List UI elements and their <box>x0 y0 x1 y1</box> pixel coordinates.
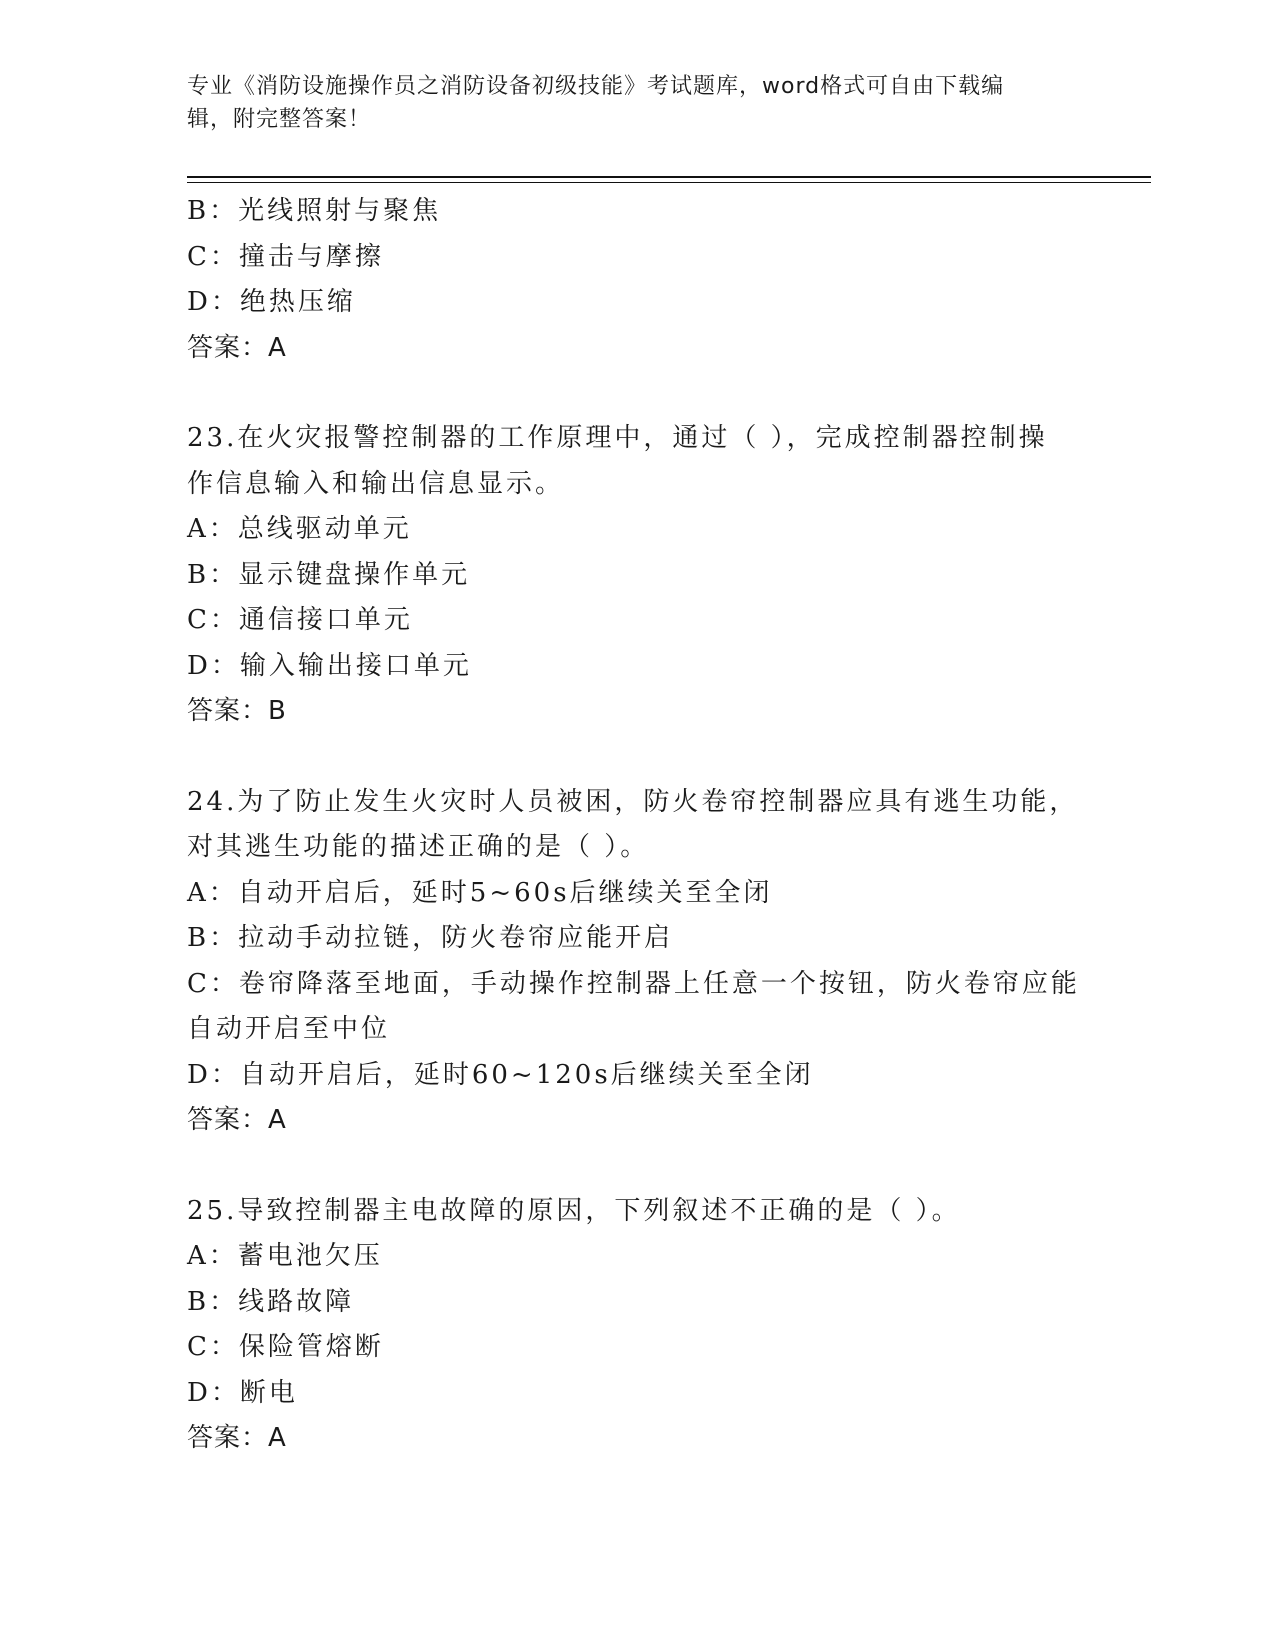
option-c: C：卷帘降落至地面，手动操作控制器上任意一个按钮，防火卷帘应能 <box>187 968 1080 999</box>
question-stem: 23.在火灾报警控制器的工作原理中，通过（ ），完成控制器控制操 <box>187 423 1048 453</box>
option-a: A：蓄电池欠压 <box>187 1241 383 1271</box>
question-23 <box>187 416 1077 735</box>
header-divider-thin <box>187 182 1151 183</box>
option-b: B：光线照射与聚焦 <box>187 196 442 226</box>
question-25 <box>187 1189 1077 1462</box>
option-d: D：自动开启后，延时60~120s后继续关至全闭 <box>187 1059 814 1090</box>
question-22-continued <box>187 189 1077 371</box>
option-c: C：通信接口单元 <box>187 605 413 635</box>
option-a: A：总线驱动单元 <box>187 514 412 544</box>
question-stem: 24.为了防止发生火灾时人员被困，防火卷帘控制器应具有逃生功能， <box>187 786 1079 817</box>
option-b: B：显示键盘操作单元 <box>187 559 471 590</box>
answer-label: 答案：A <box>187 1423 287 1453</box>
option-d: D：绝热压缩 <box>187 287 356 317</box>
answer-label: 答案：A <box>187 332 287 363</box>
question-stem: 作信息输入和输出信息显示。 <box>187 468 565 499</box>
question-24 <box>187 780 1080 1144</box>
header-intro-line: 辑，附完整答案！ <box>187 107 372 132</box>
question-stem: 对其逃生功能的描述正确的是（ ）。 <box>187 832 650 862</box>
question-stem: 25.导致控制器主电故障的原因，下列叙述不正确的是（ ）。 <box>187 1195 961 1226</box>
option-d: D：断电 <box>187 1377 298 1408</box>
option-b: B：线路故障 <box>187 1286 355 1317</box>
option-c-continued: 自动开启至中位 <box>187 1014 391 1044</box>
answer-label: 答案：B <box>187 696 287 726</box>
header-divider-thick <box>187 176 1151 178</box>
header-intro-line: 专业《消防设施操作员之消防设备初级技能》考试题库，word格式可自由下载编 <box>187 74 1005 99</box>
option-c: C：撞击与摩擦 <box>187 241 384 272</box>
question-list <box>187 189 1080 1507</box>
option-a: A：自动开启后，延时5~60s后继续关至全闭 <box>187 877 773 908</box>
answer-label: 答案：A <box>187 1105 287 1135</box>
option-b: B：拉动手动拉链，防火卷帘应能开启 <box>187 923 674 953</box>
option-c: C：保险管熔断 <box>187 1332 384 1362</box>
document-header <box>187 70 1067 136</box>
option-d: D：输入输出接口单元 <box>187 650 472 681</box>
